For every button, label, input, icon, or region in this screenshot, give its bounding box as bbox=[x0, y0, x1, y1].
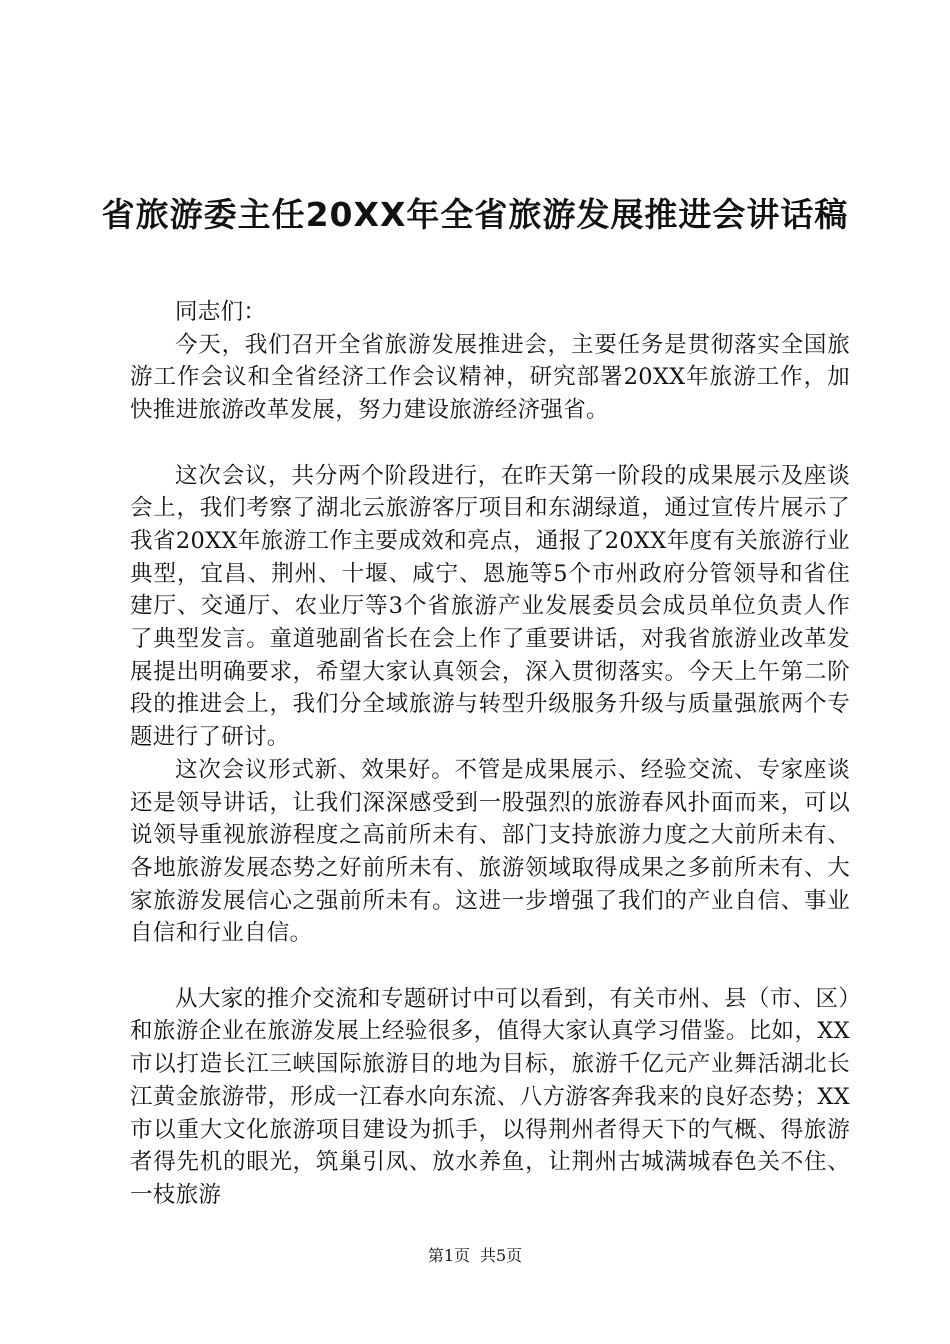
document-title: 省旅游委主任20XX年全省旅游发展推进会讲话稿 bbox=[101, 195, 849, 234]
page-number: 第1页 bbox=[427, 1246, 470, 1265]
document-body bbox=[130, 296, 850, 1212]
page-total: 共5页 bbox=[480, 1246, 523, 1265]
paragraph-1: 今天，我们召开全省旅游发展推进会，主要任务是贯彻落实全国旅游工作会议和全省经济工作会议精神，研究部署20XX年旅游工作，加快推进旅游改革发展，努力建设旅游经济强省。 bbox=[130, 331, 850, 424]
salutation: 同志们： bbox=[175, 299, 267, 325]
paragraph-4: 从大家的推介交流和专题研讨中可以看到，有关市州、县（市、区）和旅游企业在旅游发展上经验很多，值得大家认真学习借鉴。比如，XX市以打造长江三峡国际旅游目的地为目标，旅游千亿元产业舞活湖北长江黄金旅游带，形成一江春水向东流、八方游客奔我来的良好态势；XX市以重大文化旅游项目建设为抓手，以得荆州者得天下的气概、得旅游者得先机的眼光，筑巢引凤、放水养鱼，让荆州古城满城春色关不住、一枝旅游 bbox=[130, 985, 850, 1208]
paragraph-3: 这次会议形式新、效果好。不管是成果展示、经验交流、专家座谈还是领导讲话，让我们深深感受到一股强烈的旅游春风扑面而来，可以说领导重视旅游程度之高前所未有、部门支持旅游力度之大前所未有、各地旅游发展态势之好前所未有、旅游领域取得成果之多前所未有、大家旅游发展信心之强前所未有。这进一步增强了我们的产业自信、事业自信和行业自信。 bbox=[130, 756, 850, 947]
paragraph-2: 这次会议，共分两个阶段进行，在昨天第一阶段的成果展示及座谈会上，我们考察了湖北云旅游客厅项目和东湖绿道，通过宣传片展示了我省20XX年旅游工作主要成效和亮点，通报了20XX年度有关旅游行业典型，宜昌、荆州、十堰、咸宁、恩施等5个市州政府分管领导和省住建厅、交通厅、农业厅等3个省旅游产业发展委员会成员单位负责人作了典型发言。童道驰副省长在会上作了重要讲话，对我省旅游业改革发展提出明确要求，希望大家认真领会，深入贯彻落实。今天上午第二阶段的推进会上，我们分全域旅游与转型升级服务升级与质量强旅两个专题进行了研讨。 bbox=[130, 462, 850, 751]
page-footer bbox=[0, 1246, 950, 1266]
